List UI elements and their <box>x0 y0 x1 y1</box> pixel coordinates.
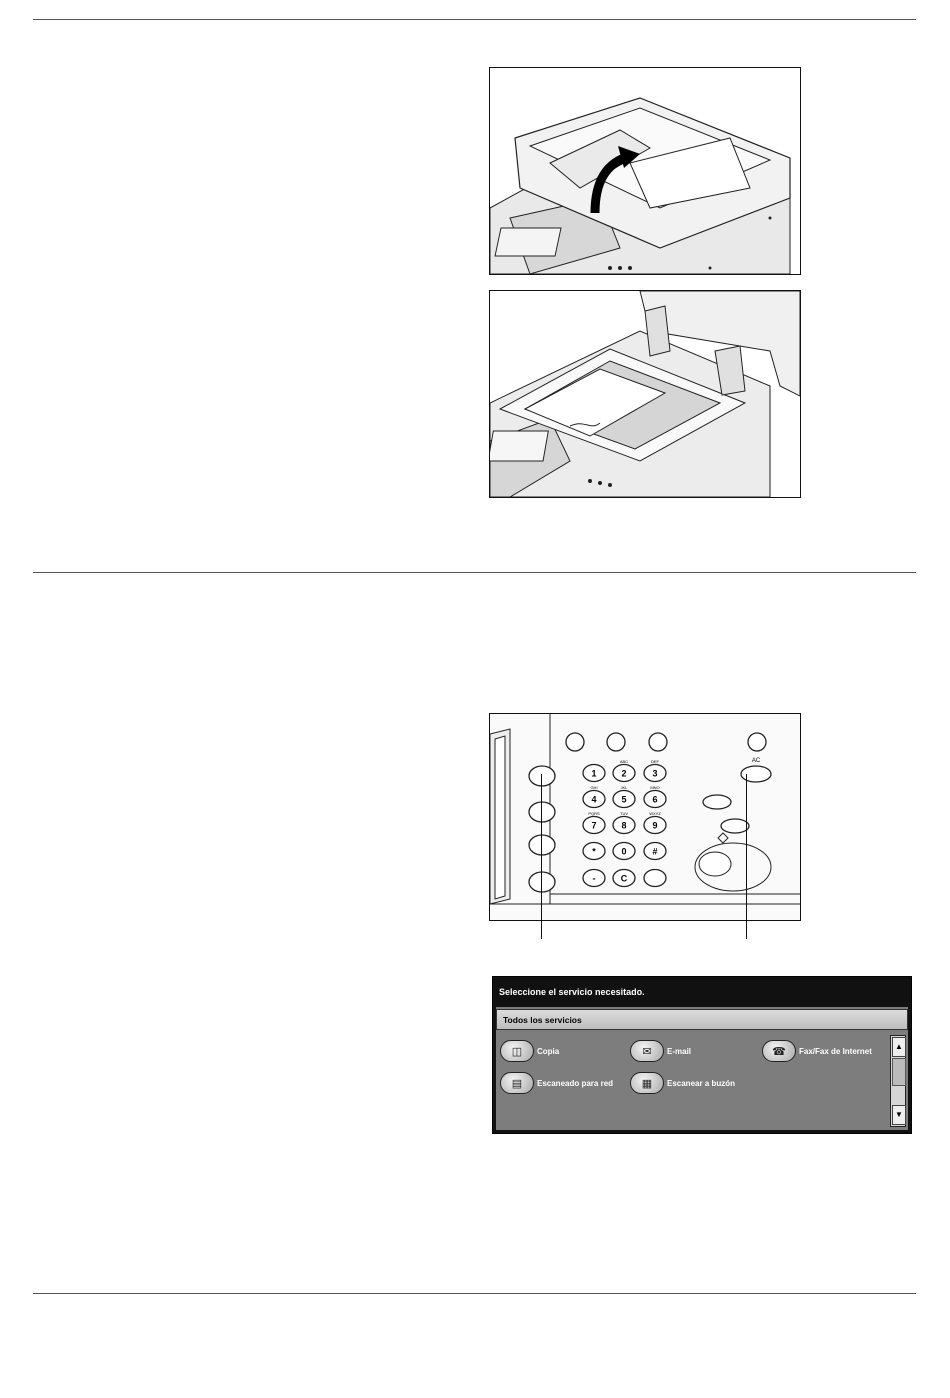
service-network-scan-label: Escaneado para red <box>537 1078 614 1088</box>
panel-mode-button-3 <box>529 872 555 892</box>
keypad-key-label: C <box>620 873 628 884</box>
keypad-key-label: * <box>592 846 596 857</box>
service-copy-label: Copia <box>537 1046 560 1056</box>
fax-icon: ☎ <box>762 1040 796 1062</box>
service-email-button[interactable] <box>630 1040 691 1062</box>
service-fax-label: Fax/Fax de Internet <box>799 1046 872 1056</box>
keypad-key-label: 0 <box>621 846 627 857</box>
panel-round-button-1 <box>607 733 625 751</box>
keypad-letters: MNO <box>650 785 660 790</box>
panel-mode-button-0 <box>529 766 555 786</box>
service-email-label: E-mail <box>667 1046 692 1056</box>
service-fax-button[interactable] <box>762 1040 872 1062</box>
panel-mode-button-2 <box>529 835 555 855</box>
keypad-letters: TUV <box>620 811 628 816</box>
all-clear-label: AC <box>751 758 761 764</box>
keypad-key-label: 9 <box>652 820 658 831</box>
control-panel-illustration <box>489 713 801 921</box>
keypad-key-label: 1 <box>591 768 597 779</box>
email-icon: ✉ <box>630 1040 664 1062</box>
keypad-extra-key <box>644 870 666 887</box>
service-network-scan-button[interactable] <box>500 1072 613 1094</box>
keypad-key-label: # <box>652 846 658 857</box>
section-rule <box>33 572 916 573</box>
tab-all-services[interactable] <box>496 1009 908 1030</box>
document-glass-illustration <box>489 290 801 498</box>
keypad-key-label: 4 <box>591 794 597 805</box>
keypad-key-label: 8 <box>621 820 627 831</box>
tab-all-services-label: Todos los servicios <box>503 1015 582 1025</box>
keypad-letters: PQRS <box>588 811 600 816</box>
scroll-thumb[interactable] <box>892 1058 906 1086</box>
keypad-letters: ABC <box>619 759 629 764</box>
service-copy-button[interactable] <box>500 1040 559 1062</box>
document-feeder-illustration <box>489 67 801 275</box>
service-mailbox-scan-button[interactable] <box>630 1072 735 1094</box>
touch-screen <box>492 976 912 1134</box>
service-scrollbar[interactable] <box>890 1035 906 1127</box>
mailbox-scan-icon: ▦ <box>630 1072 664 1094</box>
scroll-up-button[interactable]: ▲ <box>892 1037 906 1057</box>
keypad-key-label: 7 <box>591 820 597 831</box>
keypad-key-label: 2 <box>621 768 627 779</box>
callout-line-left <box>541 774 542 939</box>
copy-icon: ◫ <box>500 1040 534 1062</box>
keypad-letters: DEF <box>651 759 659 764</box>
keypad-key-label: - <box>592 873 596 884</box>
panel-round-button-2 <box>649 733 667 751</box>
scroll-down-button[interactable]: ▼ <box>892 1105 906 1125</box>
keypad-key-label: 5 <box>621 794 627 805</box>
keypad-key-label: 3 <box>652 768 658 779</box>
panel-mode-button-1 <box>529 802 555 822</box>
keypad-key-label: 6 <box>652 794 658 805</box>
callout-line-right <box>746 774 747 939</box>
panel-round-button-3 <box>748 733 766 751</box>
screen-prompt: Seleccione el servicio necesitado. <box>499 987 645 997</box>
panel-function-button-1 <box>721 819 749 833</box>
keypad-letters: GHI <box>590 785 598 790</box>
top-rule <box>33 19 916 20</box>
panel-function-button-0 <box>703 795 731 809</box>
keypad-letters: WXYZ <box>649 811 661 816</box>
service-mailbox-scan-label: Escanear a buzón <box>667 1078 736 1088</box>
bottom-rule <box>33 1293 916 1294</box>
network-scan-icon: ▤ <box>500 1072 534 1094</box>
screen-body <box>496 1007 908 1130</box>
panel-round-button-0 <box>566 733 584 751</box>
keypad-letters: JKL <box>620 785 628 790</box>
